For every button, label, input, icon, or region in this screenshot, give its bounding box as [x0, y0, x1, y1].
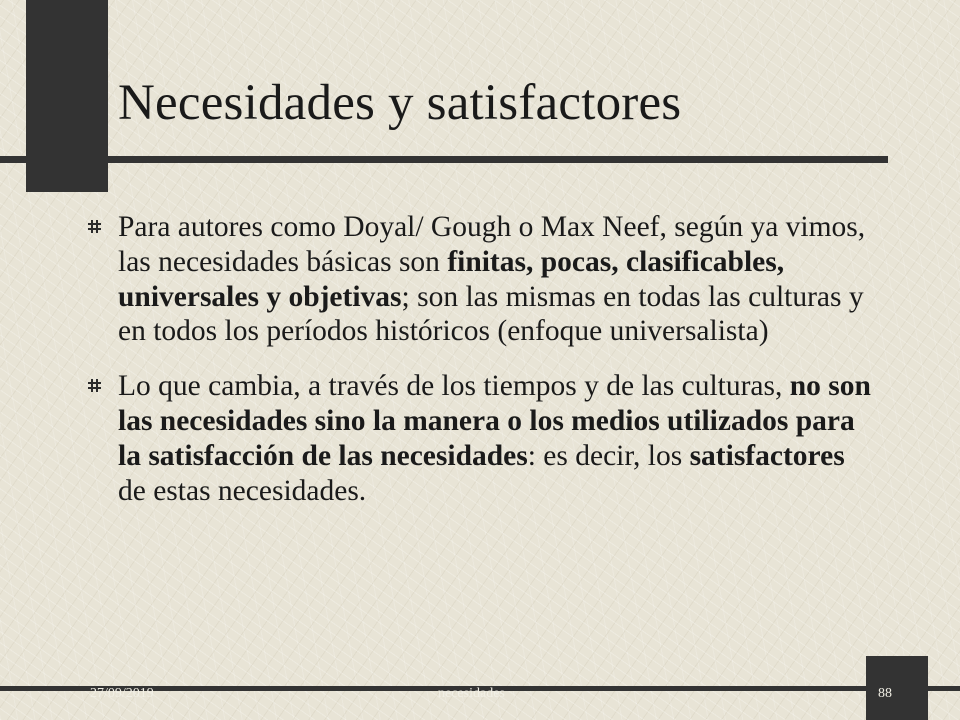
bullet-segment: ; son las mismas en todas las culturas y en todos los períodos históricos (enfoque universalista): [118, 280, 864, 348]
bullet-item: [88, 210, 878, 349]
bullet-segment: : es decir, los: [527, 439, 690, 472]
bullet-text: [118, 210, 878, 349]
bullet-segment: Lo que cambia, a través de los tiempos y de las culturas,: [118, 370, 790, 403]
hash-bullet-icon: [88, 220, 101, 233]
bullet-emphasis: no son las necesidades sino la manera o los medios utilizados para la satisfacción de las necesidades: [118, 370, 871, 472]
footer-date: 27/09/2019: [90, 686, 154, 701]
bullet-emphasis: finitas, pocas, clasificables, universales y objetivas: [118, 245, 785, 313]
page-number: 88: [878, 686, 892, 701]
bullet-emphasis: satisfactores: [689, 439, 845, 472]
title-underline-bar: [0, 156, 888, 163]
hash-bullet-icon: [88, 379, 101, 392]
slide-title: Necesidades y satisfactores: [118, 75, 682, 131]
footer-topic: necesidades: [438, 686, 505, 701]
bullet-text: [118, 369, 878, 508]
bullet-item: [88, 369, 878, 508]
top-decoration-block: [26, 0, 108, 192]
page-number-block: [866, 656, 928, 720]
bullet-segment: Para autores como Doyal/ Gough o Max Neef, según ya vimos, las necesidades básicas son: [118, 211, 866, 278]
bullet-segment: de estas necesidades.: [118, 474, 367, 507]
bullet-list: [88, 210, 878, 528]
